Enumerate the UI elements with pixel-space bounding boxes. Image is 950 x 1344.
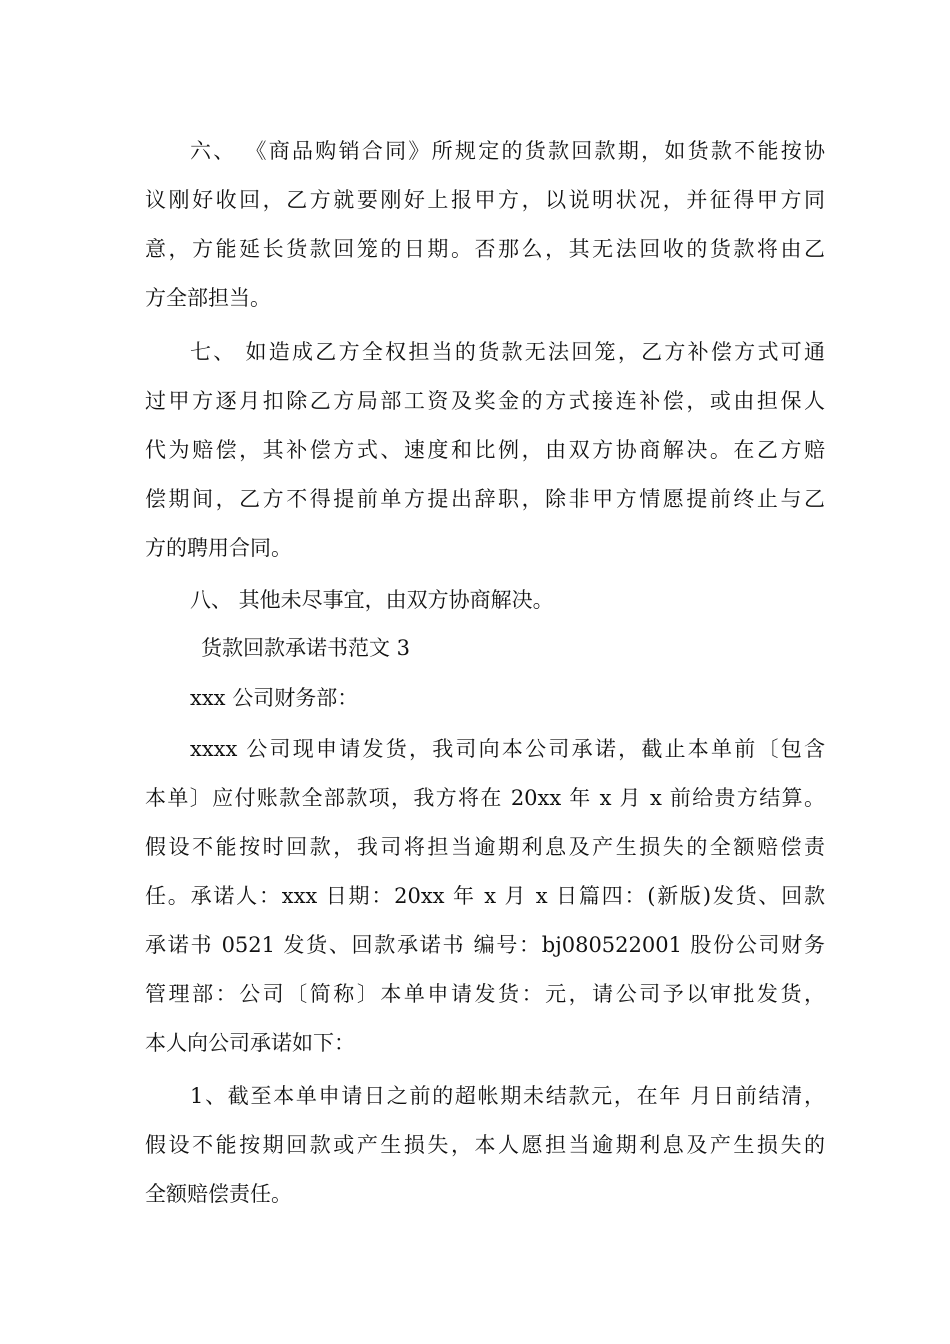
item-1-line-2: 假设不能按期回款或产生损失，本人愿担当逾期利息及产生损失的 xyxy=(145,1133,825,1157)
body-line-6: 管理部：公司〔简称〕本单申请发货：元，请公司予以审批发货， xyxy=(145,982,825,1006)
body-line-3: 假设不能按时回款，我司将担当逾期利息及产生损失的全额赔偿责 xyxy=(145,835,825,859)
clause-6-line-1: 六、 《商品购销合同》所规定的货款回款期，如货款不能按协 xyxy=(190,139,825,163)
clause-7-line-3: 代为赔偿，其补偿方式、速度和比例，由双方协商解决。在乙方赔 xyxy=(145,438,825,462)
body-line-2: 本单〕应付账款全部款项，我方将在 20xx 年 x 月 x 前给贵方结算。 xyxy=(145,786,825,810)
clause-7-line-4: 偿期间，乙方不得提前单方提出辞职，除非甲方情愿提前终止与乙 xyxy=(145,487,825,511)
clause-8-line: 八、 其他未尽事宜，由双方协商解决。 xyxy=(190,588,554,612)
clause-7-line-2: 过甲方逐月扣除乙方局部工资及奖金的方式接连补偿，或由担保人 xyxy=(145,389,825,413)
addressee-line: xxx 公司财务部： xyxy=(190,686,359,710)
item-1-line-1: 1、截至本单申请日之前的超帐期未结款元，在年 月日前结清， xyxy=(190,1084,825,1108)
item-1-line-3: 全额赔偿责任。 xyxy=(145,1182,292,1206)
body-line-4: 任。承诺人：xxx 日期：20xx 年 x 月 x 日篇四：(新版)发货、回款 xyxy=(145,884,825,908)
clause-6-line-3: 意，方能延长货款回笼的日期。否那么，其无法回收的货款将由乙 xyxy=(145,237,825,261)
body-line-7: 本人向公司承诺如下： xyxy=(145,1031,355,1055)
clause-7-line-5: 方的聘用合同。 xyxy=(145,536,292,560)
clause-6-line-2: 议刚好收回，乙方就要刚好上报甲方，以说明状况，并征得甲方同 xyxy=(145,188,825,212)
body-line-5: 承诺书 0521 发货、回款承诺书 编号：bj080522001 股份公司财务 xyxy=(145,933,825,957)
clause-7-line-1: 七、 如造成乙方全权担当的货款无法回笼，乙方补偿方式可通 xyxy=(190,340,825,364)
body-line-1: xxxx 公司现申请发货，我司向本公司承诺，截止本单前〔包含 xyxy=(190,737,825,761)
section-title: 货款回款承诺书范文 3 xyxy=(201,636,411,660)
clause-6-line-4: 方全部担当。 xyxy=(145,286,271,310)
